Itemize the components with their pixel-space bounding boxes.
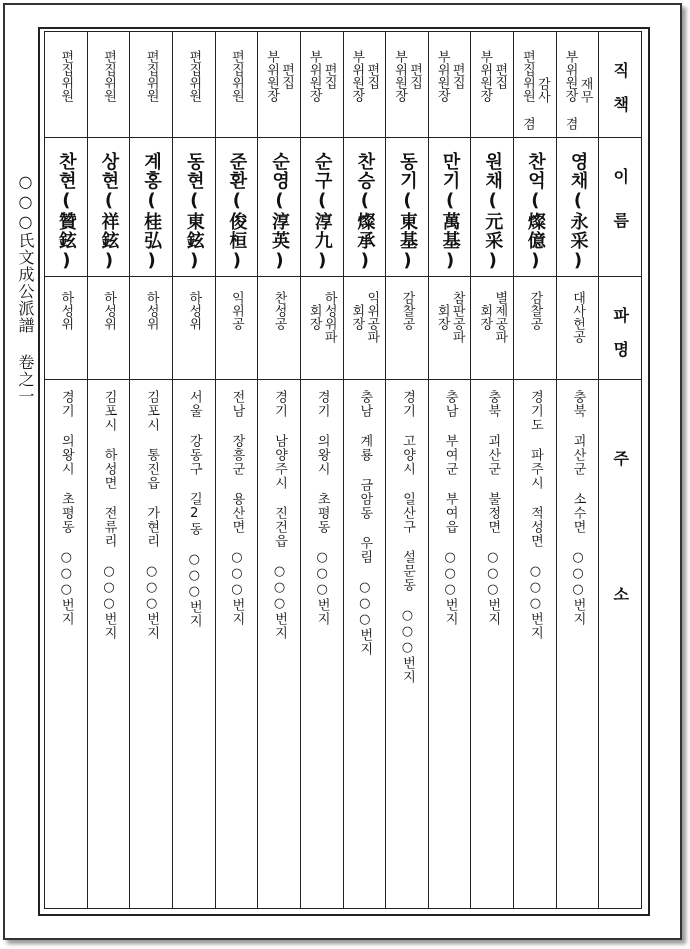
member-address-cell (258, 380, 301, 909)
member-name-cell (300, 138, 343, 277)
member-address: 경기 고양시 일산구 설문동 ○○○번지 (399, 390, 415, 684)
member-title: 부위원장 (434, 50, 450, 102)
member-address: 경기도 파주시 적성면 ○○○번지 (527, 390, 543, 640)
running-head: ○○○氏文成公派譜 卷之一 (16, 172, 35, 405)
member-title-cell (386, 32, 429, 138)
member-title: 편집 (492, 63, 508, 89)
member-title: 부위원장 (391, 50, 407, 102)
member-branch-cell (87, 277, 130, 380)
member-title-cell (428, 32, 471, 138)
header-address-cell (599, 380, 642, 909)
member-title: 부위원장 겸 (562, 50, 578, 130)
member-title: 편집위원 (143, 50, 159, 102)
member-address: 경기 남양주시 진건읍 ○○○번지 (272, 390, 288, 640)
member-address-cell (130, 380, 173, 909)
member-branch-cell (45, 277, 88, 380)
member-branch: 회장 (477, 304, 493, 330)
member-title-cell (471, 32, 514, 138)
member-branch: 찬성공 (271, 291, 287, 330)
member-branch: 회장 (349, 304, 365, 330)
member-name-cell (172, 138, 215, 277)
member-branch: 하성위 (186, 291, 202, 330)
name-row (45, 138, 642, 277)
member-title-cell (258, 32, 301, 138)
address-row (45, 380, 642, 909)
header-branch: 파명 (610, 307, 630, 375)
member-address: 경기 의왕시 초평동 ○○○번지 (58, 390, 74, 626)
member-address: 충북 괴산군 소수면 ○○○번지 (570, 390, 586, 626)
member-address: 충북 괴산군 불정면 ○○○번지 (485, 390, 501, 626)
member-address: 김포시 하성면 전류리 ○○○번지 (101, 390, 117, 640)
member-address: 경기 의왕시 초평동 ○○○번지 (314, 390, 330, 626)
member-name: 순영(淳英) (269, 152, 291, 272)
member-address-cell (172, 380, 215, 909)
header-name: 이름 (610, 168, 630, 256)
member-branch: 익위공파 (364, 291, 380, 343)
member-name: 찬억(燦億) (524, 152, 546, 272)
member-title-cell (300, 32, 343, 138)
member-title: 편집 (406, 63, 422, 89)
member-branch-cell (471, 277, 514, 380)
member-address: 충남 계룡 금암동 우림 ○○○번지 (357, 390, 373, 656)
member-address: 전남 장흥군 용산면 ○○○번지 (229, 390, 245, 626)
member-name-cell (87, 138, 130, 277)
member-name: 계홍(桂弘) (141, 152, 163, 272)
member-branch: 하성위파 (321, 291, 337, 343)
header-name-cell (599, 138, 642, 277)
member-title-cell (130, 32, 173, 138)
member-name: 순구(淳九) (311, 152, 333, 272)
member-name: 준환(俊桓) (226, 152, 248, 272)
title-row (45, 32, 642, 138)
member-branch-cell (215, 277, 258, 380)
member-branch-cell (428, 277, 471, 380)
member-name: 찬현(贊鉉) (55, 152, 77, 272)
member-address-cell (300, 380, 343, 909)
member-address: 서울 강동구 길2동 ○○○번지 (186, 390, 202, 628)
member-title: 감사 (534, 77, 550, 103)
member-branch: 별제공파 (492, 291, 508, 343)
member-address-cell (428, 380, 471, 909)
member-branch: 대사헌공 (570, 291, 586, 343)
member-title-cell (45, 32, 88, 138)
member-title-cell (215, 32, 258, 138)
member-branch-cell (386, 277, 429, 380)
member-title-cell (343, 32, 386, 138)
header-address: 주소 (610, 450, 630, 722)
member-branch-cell (556, 277, 599, 380)
member-branch-cell (172, 277, 215, 380)
member-address-cell (471, 380, 514, 909)
member-name-cell (428, 138, 471, 277)
member-title: 부위원장 (264, 50, 280, 102)
member-title: 편집 (364, 63, 380, 89)
member-title: 편집위원 겸 (519, 50, 535, 130)
member-name-cell (258, 138, 301, 277)
member-branch: 하성위 (143, 291, 159, 330)
member-name-cell (343, 138, 386, 277)
member-branch: 회장 (434, 304, 450, 330)
member-address-cell (514, 380, 557, 909)
member-branch: 참판공파 (449, 291, 465, 343)
member-name-cell (215, 138, 258, 277)
member-title: 편집위원 (100, 50, 116, 102)
member-name-cell (45, 138, 88, 277)
member-title: 재무 (577, 77, 593, 103)
member-branch-cell (300, 277, 343, 380)
member-name: 상현(祥鉉) (98, 152, 120, 272)
member-name: 찬승(燦承) (354, 152, 376, 272)
member-title-cell (514, 32, 557, 138)
member-branch-cell (130, 277, 173, 380)
member-address-cell (215, 380, 258, 909)
member-name-cell (130, 138, 173, 277)
header-title-cell (599, 32, 642, 138)
member-name-cell (514, 138, 557, 277)
member-title: 부위원장 (349, 50, 365, 102)
member-branch-cell (258, 277, 301, 380)
member-name: 동현(東鉉) (183, 152, 205, 272)
member-title: 편집 (449, 63, 465, 89)
member-name-cell (471, 138, 514, 277)
member-branch: 감찰공 (399, 291, 415, 330)
member-title-cell (172, 32, 215, 138)
member-address-cell (556, 380, 599, 909)
member-branch: 감찰공 (527, 291, 543, 330)
member-branch-cell (514, 277, 557, 380)
member-address-cell (386, 380, 429, 909)
member-title-cell (556, 32, 599, 138)
member-branch: 익위공 (228, 291, 244, 330)
member-address-cell (343, 380, 386, 909)
member-address: 김포시 통진읍 가현리 ○○○번지 (144, 390, 160, 640)
member-branch: 회장 (306, 304, 322, 330)
member-name: 원채(元采) (482, 152, 504, 272)
member-address-cell (87, 380, 130, 909)
header-branch-cell (599, 277, 642, 380)
member-name: 영채(永采) (567, 152, 589, 272)
member-address-cell (45, 380, 88, 909)
member-title: 편집위원 (228, 50, 244, 102)
member-title: 편집 (321, 63, 337, 89)
member-branch: 하성위 (58, 291, 74, 330)
member-branch: 하성위 (100, 291, 116, 330)
header-title: 직책 (610, 62, 630, 130)
member-title-cell (87, 32, 130, 138)
member-name-cell (556, 138, 599, 277)
member-name: 동기(東基) (396, 152, 418, 272)
member-name: 만기(萬基) (439, 152, 461, 272)
member-branch-cell (343, 277, 386, 380)
member-title: 편집 (279, 63, 295, 89)
member-address: 충남 부여군 부여읍 ○○○번지 (442, 390, 458, 626)
member-title: 부위원장 (477, 50, 493, 102)
member-title: 편집위원 (186, 50, 202, 102)
member-name-cell (386, 138, 429, 277)
member-title: 편집위원 (58, 50, 74, 102)
branch-row (45, 277, 642, 380)
committee-register-table (44, 31, 642, 909)
member-title: 부위원장 (306, 50, 322, 102)
